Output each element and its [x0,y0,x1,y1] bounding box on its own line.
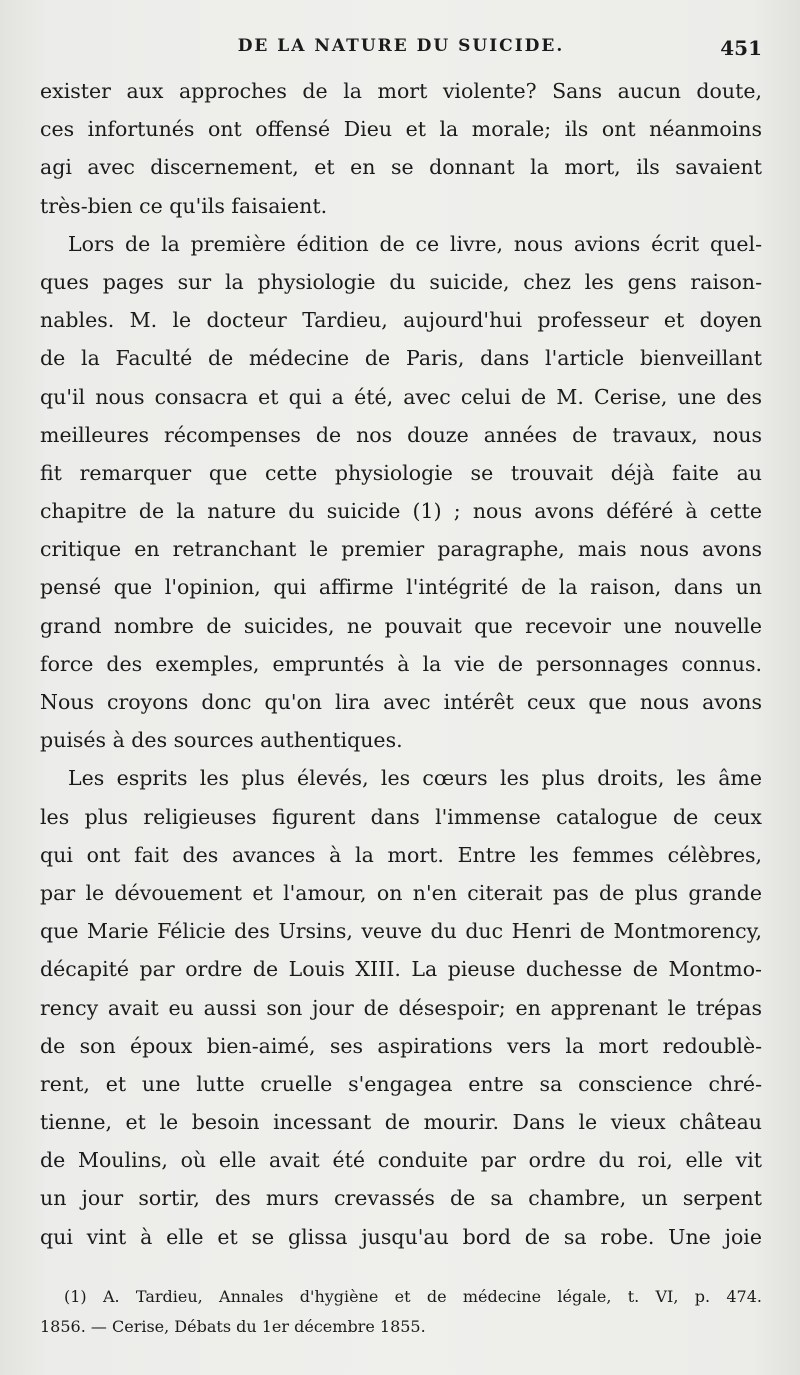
text-line: les plus religieuses figurent dans l'immense catalogue de ceux [40,804,762,829]
text-line: puisés à des sources authentiques. [40,728,403,753]
text-line: exister aux approches de la mort violente? Sans aucun doute, [40,79,762,103]
text-line: pensé que l'opinion, qui affirme l'intégrité de la raison, dans un [40,575,762,600]
body-text [40,72,762,1256]
text-line: que Marie Félicie des Ursins, veuve du duc Henri de Montmorency, [40,919,762,944]
text-line: rency avait eu aussi son jour de désespoir; en apprenant le trépas [40,995,762,1020]
text-line: rent, et une lutte cruelle s'engagea entre sa conscience chré- [40,1071,762,1096]
text-line: Les esprits les plus élevés, les cœurs les plus droits, les âme [68,766,762,791]
footnote-line: 1856. — Cerise, Débats du 1er décembre 1855. [40,1317,426,1336]
text-line: nables. M. le docteur Tardieu, aujourd'hui professeur et doyen [40,308,762,333]
text-line: par le dévouement et l'amour, on n'en citerait pas de plus grande [40,880,762,905]
running-title: DE LA NATURE DU SUICIDE. [237,36,565,56]
text-line: qui ont fait des avances à la mort. Entre les femmes célèbres, [40,842,762,867]
text-line: Lors de la première édition de ce livre, nous avions écrit quel- [68,231,762,256]
page-number: 451 [720,36,762,60]
text-line: chapitre de la nature du suicide (1) ; nous avons déféré à cette [40,499,762,524]
text-line: ces infortunés ont offensé Dieu et la morale; ils ont néanmoins [40,117,762,142]
running-head [40,36,762,66]
text-line: fit remarquer que cette physiologie se trouvait déjà faite au [40,460,762,485]
text-line: force des exemples, empruntés à la vie de personnages connus. [40,651,762,676]
text-line: tienne, et le besoin incessant de mourir. Dans le vieux château [40,1110,762,1135]
text-line: qui vint à elle et se glissa jusqu'au bord de sa robe. Une joie [40,1224,762,1249]
text-line: de la Faculté de médecine de Paris, dans l'article bienveillant [40,346,762,371]
text-line: un jour sortir, des murs crevassés de sa chambre, un serpent [40,1186,762,1211]
text-line: qu'il nous consacra et qui a été, avec celui de M. Cerise, une des [40,384,762,409]
text-line: très-bien ce qu'ils faisaient. [40,193,328,218]
text-line: de son époux bien-aimé, ses aspirations vers la mort redoublè- [40,1033,762,1058]
text-line: grand nombre de suicides, ne pouvait que recevoir une nouvelle [40,613,762,638]
footnotes [40,1282,762,1342]
text-line: agi avec discernement, et en se donnant la mort, ils savaient [40,155,762,180]
footnote-line: (1) A. Tardieu, Annales d'hygiène et de médecine légale, t. VI, p. 474. [64,1287,762,1306]
text-line: décapité par ordre de Louis XIII. La pieuse duchesse de Montmo- [40,957,762,982]
text-line: meilleures récompenses de nos douze années de travaux, nous [40,422,762,447]
text-line: Nous croyons donc qu'on lira avec intérêt ceux que nous avons [40,690,762,714]
text-line: de Moulins, où elle avait été conduite par ordre du roi, elle vit [40,1148,762,1173]
text-line: critique en retranchant le premier paragraphe, mais nous avons [40,537,762,562]
text-line: ques pages sur la physiologie du suicide, chez les gens raison- [40,269,762,294]
